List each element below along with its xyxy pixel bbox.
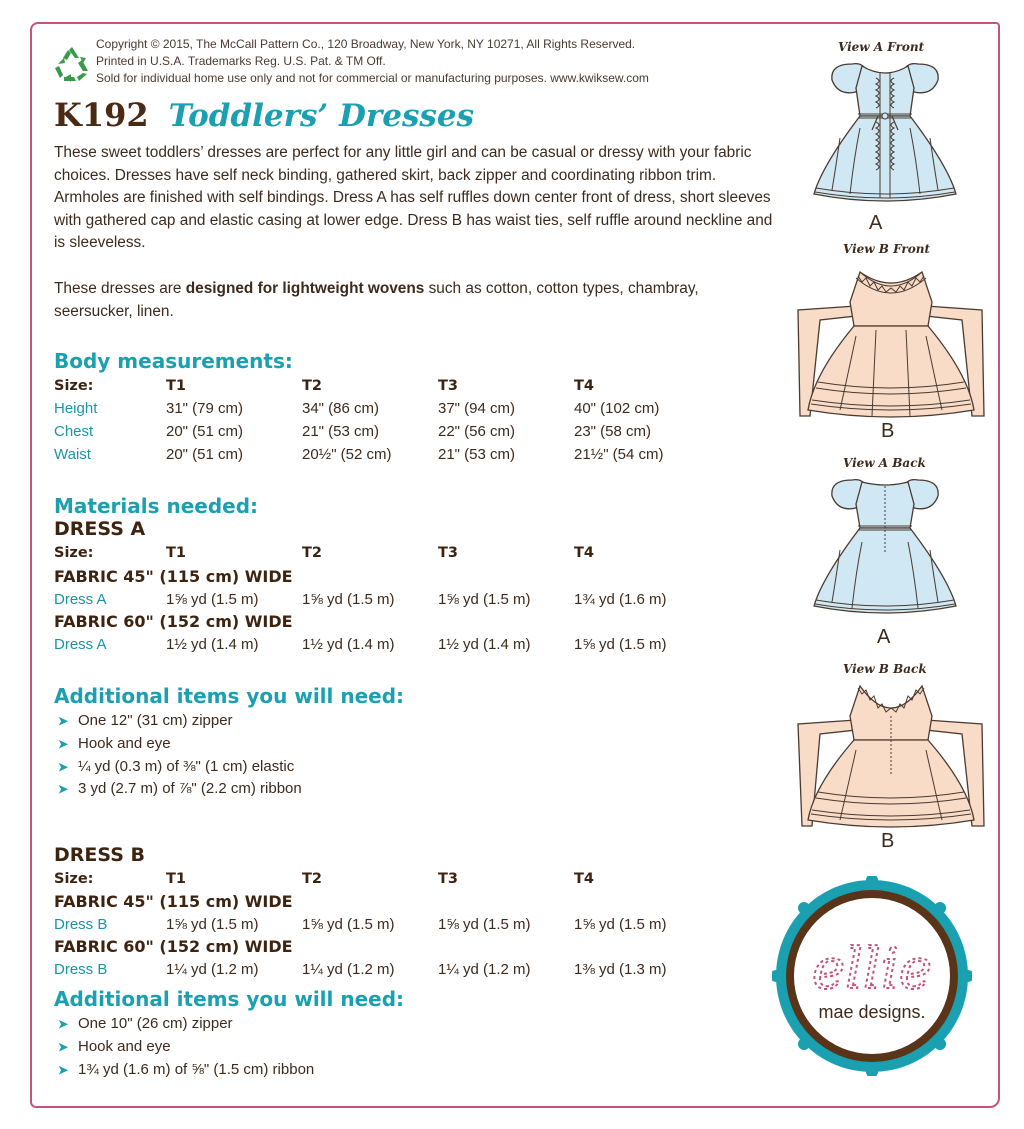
list-item: ➤ One 10" (26 cm) zipper	[58, 1013, 314, 1036]
logo-subtitle: mae designs.	[818, 1002, 926, 1022]
view-letter: A	[877, 626, 891, 648]
fabric-45-label: FABRIC 45" (115 cm) WIDE	[54, 892, 293, 911]
view-a-back-title: View A Back	[843, 456, 926, 470]
arrow-bullet-icon: ➤	[58, 759, 69, 774]
arrow-bullet-icon: ➤	[58, 736, 69, 751]
copyright-line: Copyright © 2015, The McCall Pattern Co., 120 Broadway, New York, NY 10271, All Rights Reserved.	[96, 37, 636, 51]
pattern-code: K192	[54, 96, 149, 134]
additional-items-heading: Additional items you will need:	[54, 987, 405, 1011]
list-item: ➤ Hook and eye	[58, 733, 302, 756]
copyright-block	[96, 36, 649, 87]
additional-items-heading: Additional items you will need:	[54, 684, 405, 708]
arrow-bullet-icon: ➤	[58, 782, 69, 797]
dress-a-front-illustration	[810, 58, 960, 208]
list-item: ➤ One 12" (31 cm) zipper	[58, 710, 302, 733]
materials-heading: Materials needed:	[54, 494, 259, 518]
view-b-back-title: View B Back	[843, 662, 927, 676]
fabric-60-label: FABRIC 60" (152 cm) WIDE	[54, 937, 293, 956]
additional-items-list	[58, 710, 302, 801]
view-letter: B	[881, 830, 895, 852]
list-item: ➤ 1¾ yd (1.6 m) of ⅝" (1.5 cm) ribbon	[58, 1059, 314, 1082]
arrow-bullet-icon: ➤	[58, 1039, 69, 1054]
fabric-60-label: FABRIC 60" (152 cm) WIDE	[54, 612, 293, 631]
trademark-line: Printed in U.S.A. Trademarks Reg. U.S. Pat. & TM Off.	[96, 54, 386, 68]
page-title	[54, 96, 474, 134]
dress-b-front-illustration	[796, 264, 986, 420]
body-measurements-heading: Body measurements:	[54, 349, 293, 373]
recycle-icon	[52, 44, 92, 84]
dress-b-title: DRESS B	[54, 844, 145, 866]
fabric-paragraph: These dresses are designed for lightweight wovens such as cotton, cotton types, chambray, seersucker, linen.	[54, 280, 699, 320]
arrow-bullet-icon: ➤	[58, 714, 69, 728]
ellie-mae-designs-logo	[772, 876, 972, 1076]
arrow-bullet-icon: ➤	[58, 1062, 69, 1077]
dress-a-back-illustration	[810, 472, 960, 622]
view-letter: A	[869, 212, 883, 234]
view-b-front-title: View B Front	[843, 242, 931, 256]
arrow-bullet-icon: ➤	[58, 1017, 69, 1031]
fabric-emphasis: designed for lightweight wovens	[185, 280, 425, 297]
dress-a-title: DRESS A	[54, 518, 146, 540]
list-item: ➤ Hook and eye	[58, 1036, 314, 1059]
fabric-45-label: FABRIC 45" (115 cm) WIDE	[54, 567, 293, 586]
view-a-front-title: View A Front	[838, 40, 925, 54]
list-item: ➤ 3 yd (2.7 m) of ⅞" (2.2 cm) ribbon	[58, 778, 302, 801]
logo-script: ellie	[811, 937, 933, 1002]
intro-paragraph: These sweet toddlers’ dresses are perfect for any little girl and can be casual or dressy with your fabric choices. Dresses have self neck binding, gathered skirt, back zipper and coordinating ribbon trim. Armholes are finished with self bindings. Dress A has self ruffles down center front of dress, short sleeves with gathered cap and elastic casing at lower edge. Dress B has waist ties, self ruffle around neckline and is sleeveless.	[54, 144, 773, 252]
dress-b-back-illustration	[796, 680, 986, 830]
view-letter: B	[881, 420, 895, 442]
list-item: ➤ ¼ yd (0.3 m) of ⅜" (1 cm) elastic	[58, 756, 302, 779]
usage-line: Sold for individual home use only and not for commercial or manufacturing purposes. www.kwiksew.com	[96, 71, 649, 85]
pattern-name: Toddlers’ Dresses	[168, 98, 475, 134]
additional-items-list	[58, 1013, 314, 1081]
